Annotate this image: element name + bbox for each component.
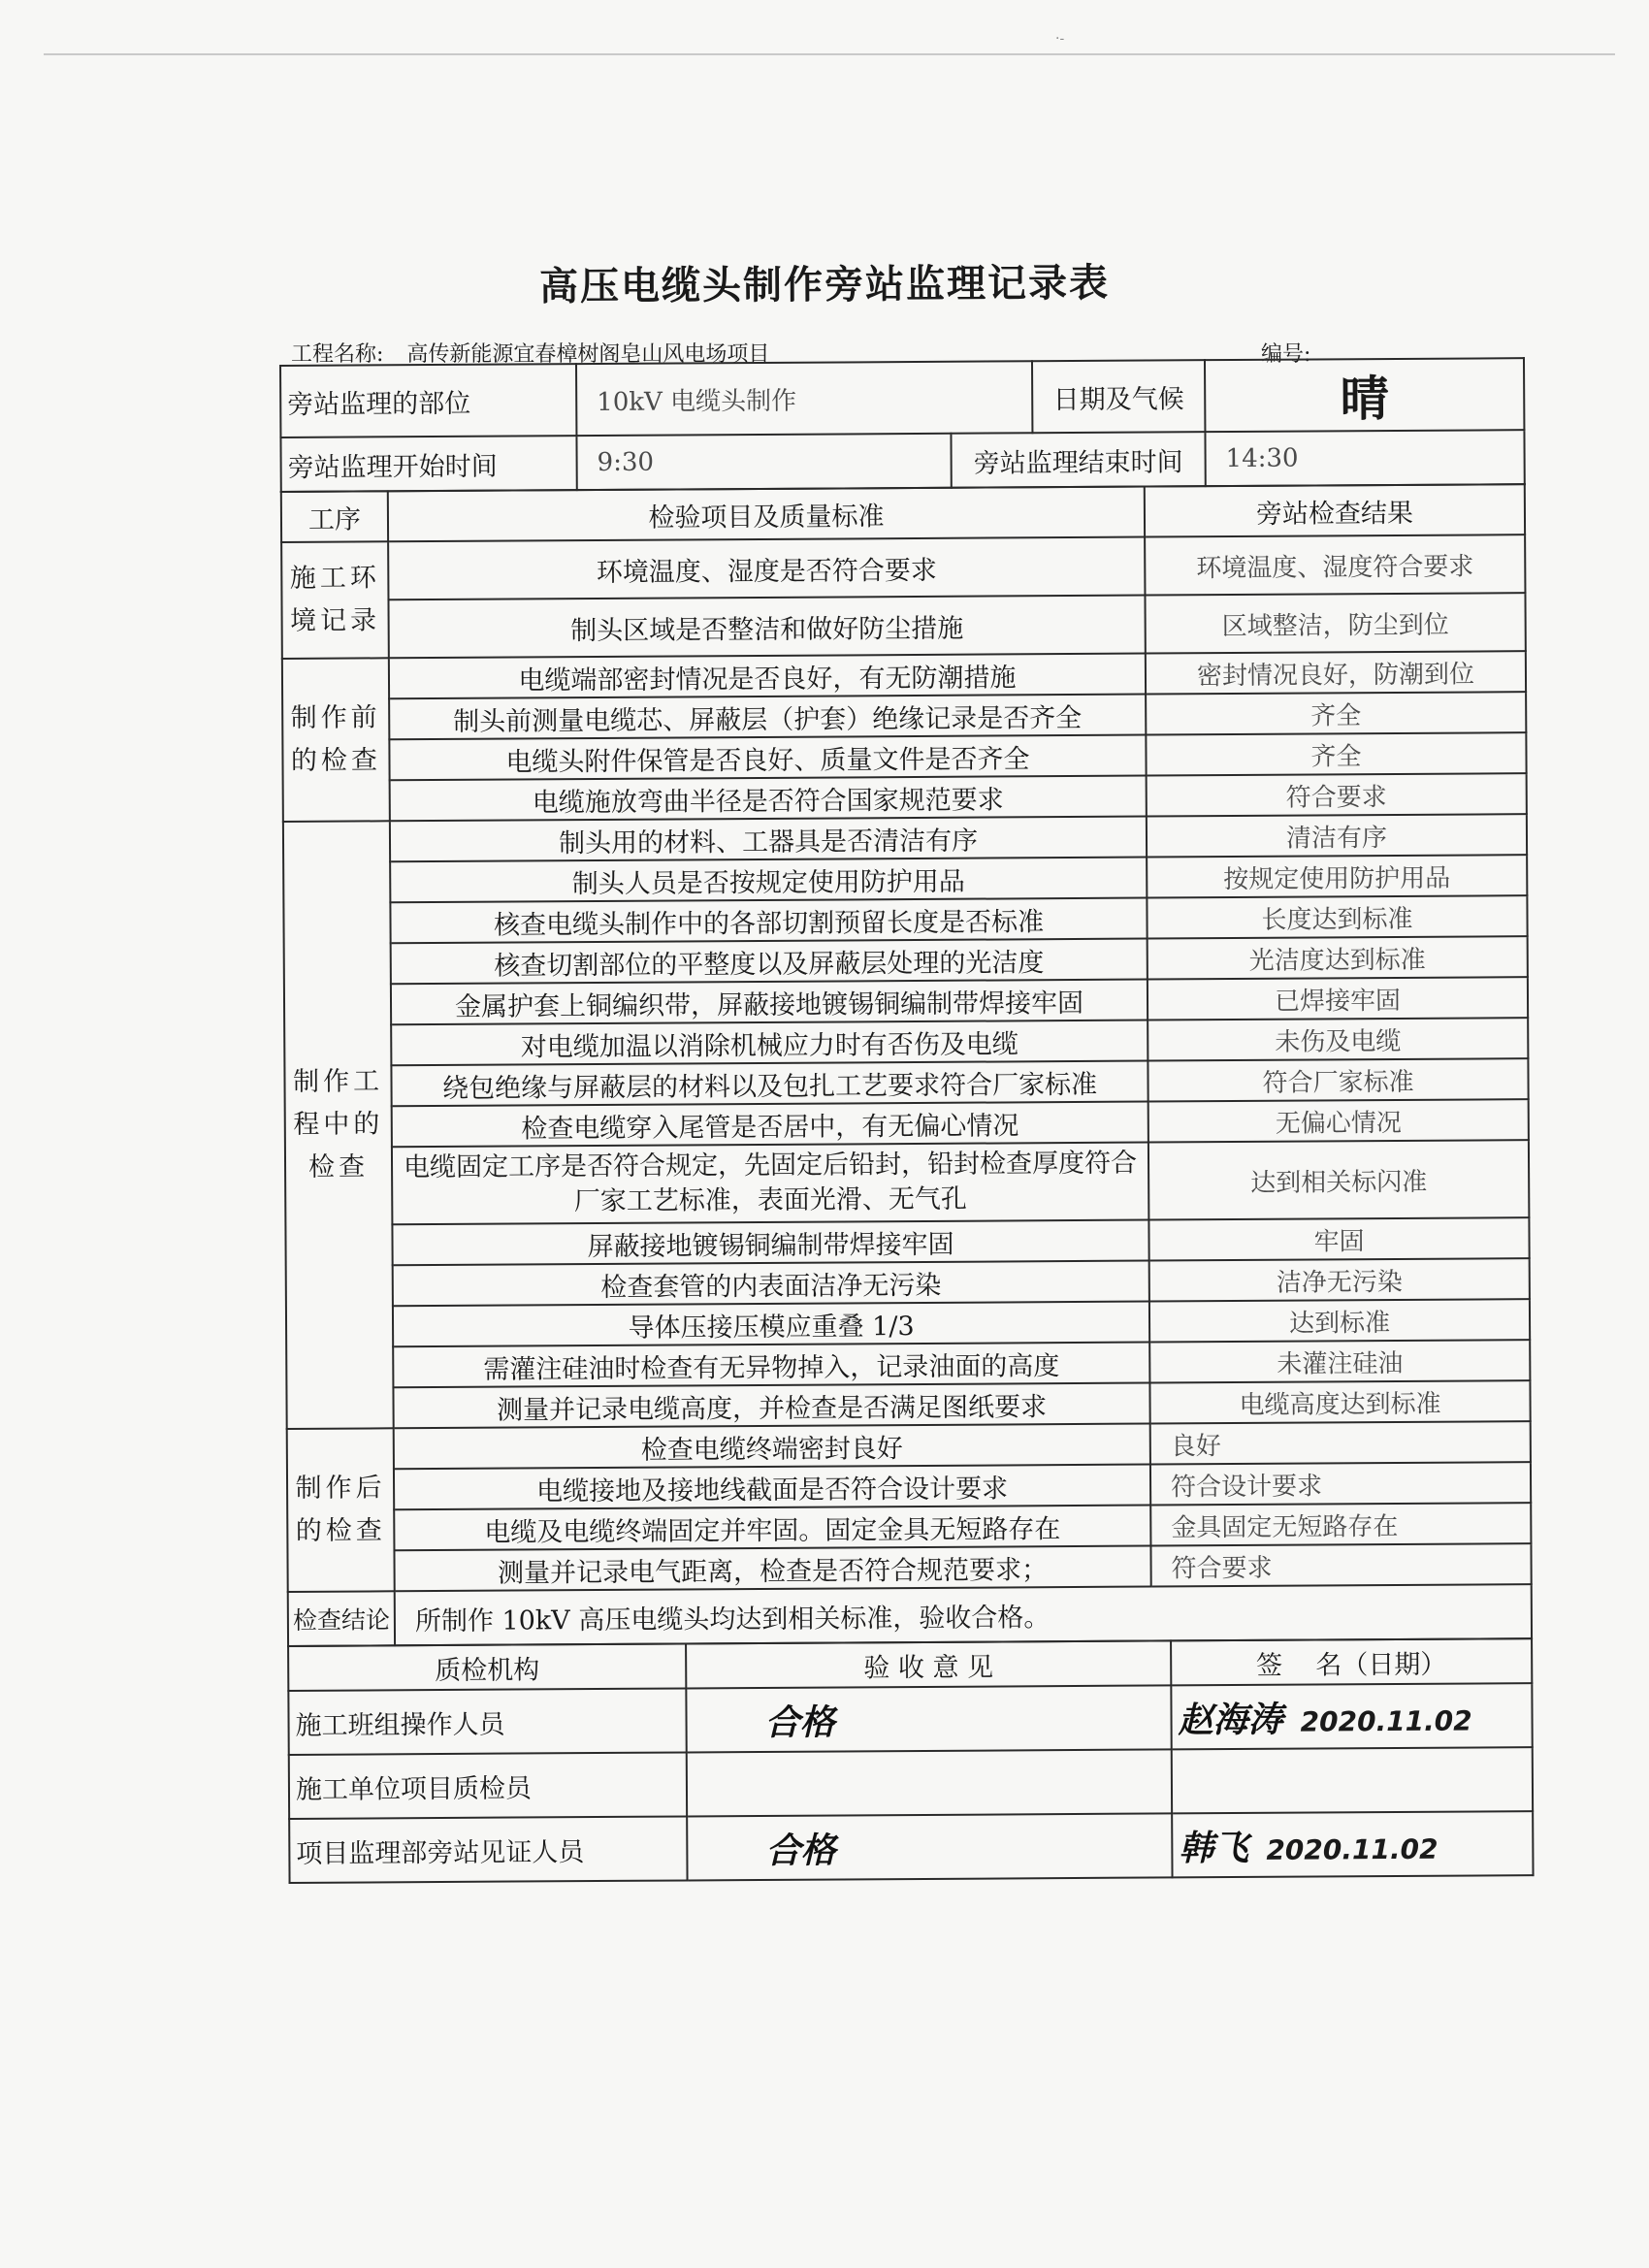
col-item: 检验项目及质量标准 <box>388 487 1145 542</box>
signature-table <box>287 1637 1534 1884</box>
inspection-item: 测量并记录电缆高度，并检查是否满足图纸要求 <box>393 1383 1149 1429</box>
inspection-item: 电缆施放弯曲半径是否符合国家规范要求 <box>390 776 1147 822</box>
sign-opinion: 合格 <box>687 1813 1172 1880</box>
part-label: 旁站监理的部位 <box>280 364 576 437</box>
inspection-result: 牢固 <box>1148 1217 1529 1260</box>
inspection-item: 电缆固定工序是否符合规定，先固定后铅封，铅封检查厚度符合厂家工艺标准，表面光滑、无气孔 <box>392 1143 1148 1225</box>
signature-name: 韩飞 <box>1179 1828 1249 1868</box>
inspection-item: 制头用的材料、工器具是否清洁有序 <box>390 817 1147 862</box>
signature-row <box>288 1683 1532 1755</box>
sign-role: 施工单位项目质检员 <box>289 1752 687 1819</box>
start-label: 旁站监理开始时间 <box>280 436 576 492</box>
inspection-result: 洁净无污染 <box>1149 1258 1530 1301</box>
sign-opinion: 合格 <box>686 1685 1171 1752</box>
number-label: 编号: <box>1261 342 1311 367</box>
signature-date: 2020.11.02 <box>1300 1704 1472 1738</box>
sign-col-sign: 签 名（日期） <box>1171 1638 1532 1685</box>
end-label: 旁站监理结束时间 <box>951 432 1205 488</box>
inspection-result: 已焊接牢固 <box>1148 977 1528 1020</box>
signature-date: 2020.11.02 <box>1266 1832 1439 1866</box>
inspection-item: 核查电缆头制作中的各部切割预留长度是否标准 <box>390 898 1147 944</box>
inspection-row <box>281 535 1525 600</box>
sign-opinion <box>687 1749 1172 1816</box>
inspection-item: 制头前测量电缆芯、屏蔽层（护套）绝缘记录是否齐全 <box>389 695 1146 740</box>
section-name: 制作工程中的检查 <box>283 821 394 1429</box>
sign-role: 施工班组操作人员 <box>288 1688 686 1755</box>
inspection-item: 导体压接压模应重叠 1/3 <box>393 1302 1149 1347</box>
inspection-item: 测量并记录电气距离，检查是否符合规范要求； <box>394 1546 1150 1592</box>
inspection-item: 检查电缆穿入尾管是否居中，有无偏心情况 <box>392 1102 1148 1148</box>
conclusion-text: 所制作 10kV 高压电缆头均达到相关标准，验收合格。 <box>395 1584 1532 1645</box>
section-name: 施工环境记录 <box>281 541 389 659</box>
sign-signature <box>1172 1811 1533 1877</box>
sign-col-org: 质检机构 <box>288 1643 686 1691</box>
inspection-item: 需灌注硅油时检查有无异物掉入，记录油面的高度 <box>393 1343 1149 1388</box>
inspection-item: 电缆及电缆终端固定并牢固。固定金具无短路存在 <box>394 1506 1150 1551</box>
inspection-row <box>281 593 1525 659</box>
inspection-item: 金属护套上铜编织带，屏蔽接地镀锡铜编制带焊接牢固 <box>391 980 1148 1025</box>
inspection-result: 未灌注硅油 <box>1149 1340 1530 1382</box>
inspection-result: 光洁度达到标准 <box>1148 936 1528 979</box>
inspection-result: 清洁有序 <box>1147 814 1527 857</box>
inspection-item: 对电缆加温以消除机械应力时有否伤及电缆 <box>391 1021 1148 1066</box>
inspection-result: 符合设计要求 <box>1150 1462 1531 1505</box>
inspection-table <box>280 483 1533 1647</box>
project-value: 高传新能源宜春樟树阁皂山风电场项目 <box>406 342 770 367</box>
inspection-row <box>285 1140 1529 1225</box>
inspection-item: 检查电缆终端密封良好 <box>394 1424 1150 1470</box>
inspection-item: 屏蔽接地镀锡铜编制带焊接牢固 <box>392 1220 1148 1266</box>
inspection-item: 环境温度、湿度是否符合要求 <box>388 537 1145 600</box>
record-form <box>279 357 1533 1884</box>
inspection-item: 检查套管的内表面洁净无污染 <box>393 1261 1149 1307</box>
inspection-item: 电缆端部密封情况是否良好，有无防潮措施 <box>389 654 1146 699</box>
conclusion-label: 检查结论 <box>288 1591 395 1646</box>
project-label: 工程名称: <box>291 342 384 367</box>
inspection-result: 达到标准 <box>1149 1299 1530 1342</box>
signature-row <box>289 1747 1533 1819</box>
part-value: 10kV 电缆头制作 <box>576 361 1032 436</box>
inspection-item: 绕包绝缘与屏蔽层的材料以及包扎工艺要求符合厂家标准 <box>391 1061 1148 1107</box>
inspection-result: 符合要求 <box>1150 1543 1531 1586</box>
inspection-item: 制头区域是否整洁和做好防尘措施 <box>388 596 1145 659</box>
sign-signature <box>1172 1747 1533 1813</box>
inspection-result: 金具固定无短路存在 <box>1150 1503 1531 1545</box>
scan-mark: ·- <box>1055 31 1065 47</box>
weather-value: 晴 <box>1205 358 1524 432</box>
signature-name: 赵海涛 <box>1178 1700 1283 1740</box>
inspection-result: 符合厂家标准 <box>1148 1058 1528 1101</box>
inspection-result: 良好 <box>1150 1421 1531 1464</box>
inspection-item: 电缆头附件保管是否良好、质量文件是否齐全 <box>389 735 1146 781</box>
section-name: 制作后的检查 <box>287 1428 395 1592</box>
inspection-result: 环境温度、湿度符合要求 <box>1145 535 1525 595</box>
document-title: 高压电缆头制作旁站监理记录表 <box>538 259 1111 310</box>
inspection-result: 长度达到标准 <box>1147 895 1527 938</box>
inspection-result: 区域整洁，防尘到位 <box>1145 593 1525 653</box>
inspection-result: 按规定使用防护用品 <box>1147 855 1527 897</box>
sign-signature <box>1171 1683 1532 1749</box>
section-name: 制作前的检查 <box>282 658 390 822</box>
inspection-item: 核查切割部位的平整度以及屏蔽层处理的光洁度 <box>391 939 1148 985</box>
date-label: 日期及气候 <box>1032 360 1205 433</box>
start-value: 9:30 <box>576 434 951 490</box>
inspection-result: 未伤及电缆 <box>1148 1018 1528 1060</box>
inspection-result: 符合要求 <box>1147 773 1527 816</box>
col-step: 工序 <box>281 491 388 542</box>
inspection-result: 达到相关标闪准 <box>1148 1140 1529 1219</box>
inspection-result: 无偏心情况 <box>1148 1099 1529 1142</box>
inspection-result: 齐全 <box>1146 692 1526 734</box>
inspection-item: 电缆接地及接地线截面是否符合设计要求 <box>394 1465 1150 1510</box>
scan-edge-line <box>44 53 1615 55</box>
inspection-item: 制头人员是否按规定使用防护用品 <box>390 858 1147 903</box>
inspection-result: 电缆高度达到标准 <box>1149 1380 1530 1423</box>
sign-col-opinion: 验 收 意 见 <box>686 1640 1171 1688</box>
sign-role: 项目监理部旁站见证人员 <box>289 1816 687 1883</box>
header-table <box>279 357 1526 493</box>
signature-row <box>289 1811 1533 1883</box>
col-result: 旁站检查结果 <box>1145 484 1525 536</box>
end-value: 14:30 <box>1205 430 1524 486</box>
inspection-result: 齐全 <box>1146 732 1526 775</box>
inspection-result: 密封情况良好，防潮到位 <box>1146 651 1526 694</box>
